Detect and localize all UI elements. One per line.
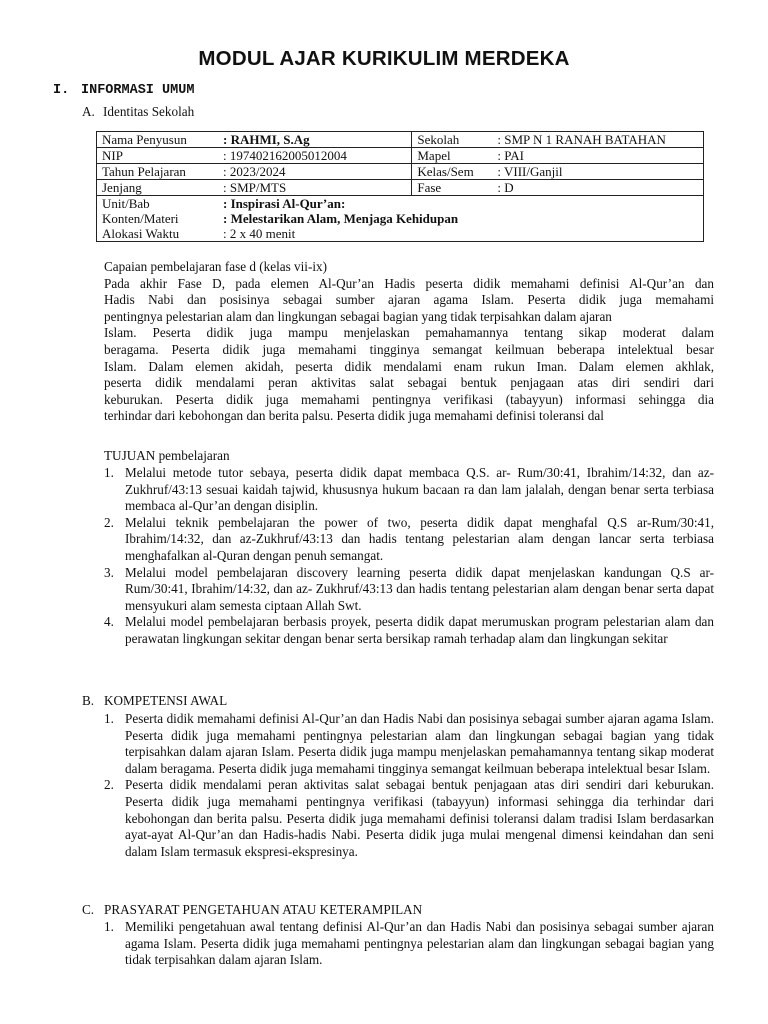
- section-number: I.: [53, 83, 70, 98]
- cell-value: : VIII/Ganjil: [497, 164, 563, 179]
- cell-label: Konten/Materi: [102, 211, 179, 226]
- list-text: Peserta didik memahami definisi Al-Qur’an dan Hadis Nabi dan posisinya sebagai sumber ajaran agama Islam. Peserta didik juga memahami pentingnya pelestarian alam dan lingkungan sebagai bagian yang tidak terpisahkan dalam ajaran Islam. Peserta didik juga mampu menjelaskan pemahamannya tentang sikap moderat dalam beragama. Peserta didik juga memahami tingginya semangat keilmuan beberapa intelektual besar Islam.: [125, 711, 714, 776]
- table-cell: [412, 164, 704, 180]
- list-number: 2.: [104, 777, 114, 793]
- list-item: [104, 565, 714, 615]
- list-number: 3.: [104, 564, 114, 580]
- list-text: Memiliki pengetahuan awal tentang definisi Al-Qur’an dan Hadis Nabi dan posisinya sebagai sumber ajaran agama Islam. Peserta didik juga memahami pentingnya pelestarian alam dan lingkungan sebagai bagian yang tidak terpisahkan dalam ajaran Islam.: [125, 919, 714, 968]
- cell-label: Tahun Pelajaran: [102, 164, 186, 179]
- cell-value: : 2023/2024: [223, 164, 286, 179]
- list-item: [104, 919, 714, 969]
- list-text: Melalui model pembelajaran berbasis proyek, peserta didik dapat merumuskan program pelestarian alam dan perawatan lingkungan sekitar dengan benar serta bersikap ramah terhadap alam dan lingkungan sekitar: [125, 614, 714, 646]
- cell-label: Mapel: [417, 148, 451, 163]
- cell-value: : Melestarikan Alam, Menjaga Kehidupan: [223, 211, 459, 226]
- cell-value: : D: [497, 180, 514, 195]
- section-number: B.: [82, 693, 95, 708]
- cell-value: : 2 x 40 menit: [223, 226, 296, 241]
- subsection-label: Identitas Sekolah: [103, 104, 195, 119]
- cell-value: : Inspirasi Al-Qur’an:: [223, 196, 346, 211]
- list-item: [104, 465, 714, 515]
- list-item: [104, 614, 714, 647]
- list-number: 2.: [104, 514, 114, 530]
- cell-value: : RAHMI, S.Ag: [223, 132, 310, 147]
- cell-label: Nama Penyusun: [102, 132, 187, 147]
- cell-value: : 197402162005012004: [223, 148, 347, 163]
- cell-value: : SMP/MTS: [223, 180, 287, 195]
- table-cell: [412, 180, 704, 196]
- cell-value: : PAI: [497, 148, 524, 163]
- section-label: PRASYARAT PENGETAHUAN ATAU KETERAMPILAN: [104, 902, 423, 917]
- subsection-identitas-sekolah: [82, 104, 194, 121]
- table-row: [97, 148, 704, 164]
- paragraph-line: Islam. Dalam elemen akidah, peserta didik mendalami enam rukun Iman. Dalam elemen akhlak,: [104, 358, 714, 374]
- tujuan-heading: TUJUAN pembelajaran: [104, 448, 230, 463]
- table-cell: [97, 132, 412, 148]
- paragraph-line: beragama. Peserta didik juga memahami tingginya semangat keilmuan beberapa intelektual besar: [104, 341, 714, 357]
- kompetensi-list: [104, 711, 714, 860]
- list-item: [104, 777, 714, 860]
- section-label: KOMPETENSI AWAL: [104, 693, 228, 708]
- table-cell: [97, 148, 412, 164]
- cell-label: Sekolah: [417, 132, 460, 147]
- paragraph-line: pentingnya pelestarian alam dan lingkungan sebagai bagian yang tidak terpisahkan dalam ajaran: [104, 308, 612, 324]
- table-cell: [412, 132, 704, 148]
- list-number: 1.: [104, 919, 114, 934]
- table-row: [97, 180, 704, 196]
- list-number: 4.: [104, 614, 114, 630]
- page-title: MODUL AJAR KURIKULIM MERDEKA: [198, 47, 570, 70]
- paragraph-line: Islam. Peserta didik juga mampu menjelaskan pemahamannya tentang sikap moderat dalam: [104, 325, 714, 341]
- prasyarat-list: [104, 919, 714, 969]
- table-row: [97, 164, 704, 180]
- paragraph-line: Pada akhir Fase D, pada elemen Al-Qur’an Hadis peserta didik memahami definisi Al-Qur’an dan: [104, 275, 714, 291]
- capaian-section: [104, 259, 714, 425]
- list-text: Melalui teknik pembelajaran the power of two, peserta didik dapat menghafal Q.S ar-Rum/30:41, Ibrahim/14:32, dan az-Zukhruf/43:13 dan hadis tentang pelestarian alam dengan lancar serta terbiasa menghafalkan al-Quran dengan penuh semangat.: [125, 514, 714, 563]
- table-cell: [412, 148, 704, 164]
- list-number: 1.: [104, 465, 114, 480]
- section-prasyarat: [82, 902, 422, 919]
- table-cell: [97, 180, 412, 196]
- cell-label: Fase: [417, 180, 442, 195]
- table-cell-merged: [97, 196, 704, 242]
- section-label: INFORMASI UMUM: [81, 83, 195, 98]
- list-item: [104, 515, 714, 565]
- paragraph-line: peserta didik mendalami peran aktivitas salat sebagai bentuk penjagaan atas diri sendiri dari: [104, 375, 714, 391]
- paragraph-line: Hadis Nabi dan posisinya sebagai sumber ajaran agama Islam. Peserta didik juga memahami: [104, 292, 714, 308]
- section-number: C.: [82, 902, 95, 917]
- cell-label: Kelas/Sem: [417, 164, 474, 179]
- tujuan-list: [104, 465, 714, 648]
- subsection-number: A.: [82, 104, 95, 119]
- list-item: [104, 711, 714, 777]
- cell-label: Alokasi Waktu: [102, 226, 180, 241]
- table-cell: [97, 164, 412, 180]
- paragraph-line: keburukan. Peserta didik juga memahami pentingnya verifikasi (tabayyun) informasi sehingga dia: [104, 391, 714, 407]
- table-row: [97, 132, 704, 148]
- list-number: 1.: [104, 711, 114, 726]
- list-text: Peserta didik mendalami peran aktivitas salat sebagai bentuk penjagaan atas diri sendiri dari keburukan. Peserta didik juga memahami pentingnya verifikasi (tabayyun) informasi sehingga dia terhindar dari kebohongan dan berita palsu. Peserta didik juga memahami definisi toleransi dalam tradisi Islam berdasarkan ayat-ayat Al-Qur’an dan Hadis-hadis Nabi. Peserta didik juga mulai mengenal dimensi keindahan dan seni dalam Islam termasuk ekspresi-ekspresinya.: [125, 777, 714, 859]
- capaian-heading: Capaian pembelajaran fase d (kelas vii-ix): [104, 259, 327, 274]
- list-text: Melalui metode tutor sebaya, peserta didik dapat membaca Q.S. ar- Rum/30:41, Ibrahim/14:32, dan az-Zukhruf/43:13 sesuai kaidah tajwid, khususnya hukum bacaan ra dan lam jalalah, dengan benar serta terbiasa membaca al-Qur’an dengan disiplin.: [125, 465, 714, 514]
- list-text: Melalui model pembelajaran discovery learning peserta didik dapat menjelaskan kandungan Q.S ar-Rum/30:41, Ibrahim/14:32, dan az- Zukhruf/43:13 dan hadis tentang pelestarian alam dengan benar serta dapat mensyukuri alam semesta ciptaan Allah Swt.: [125, 564, 714, 613]
- identity-table: [96, 131, 704, 242]
- paragraph-line: terhindar dari kebohongan dan berita palsu. Peserta didik juga memahami definisi toleransi dal: [104, 408, 604, 424]
- table-row: [97, 196, 704, 242]
- section-kompetensi-awal: [82, 693, 227, 710]
- cell-label: Jenjang: [102, 180, 142, 195]
- cell-label: NIP: [102, 148, 123, 163]
- section-informasi-umum: [53, 83, 194, 100]
- cell-label: Unit/Bab: [102, 196, 150, 211]
- cell-value: : SMP N 1 RANAH BATAHAN: [497, 132, 666, 147]
